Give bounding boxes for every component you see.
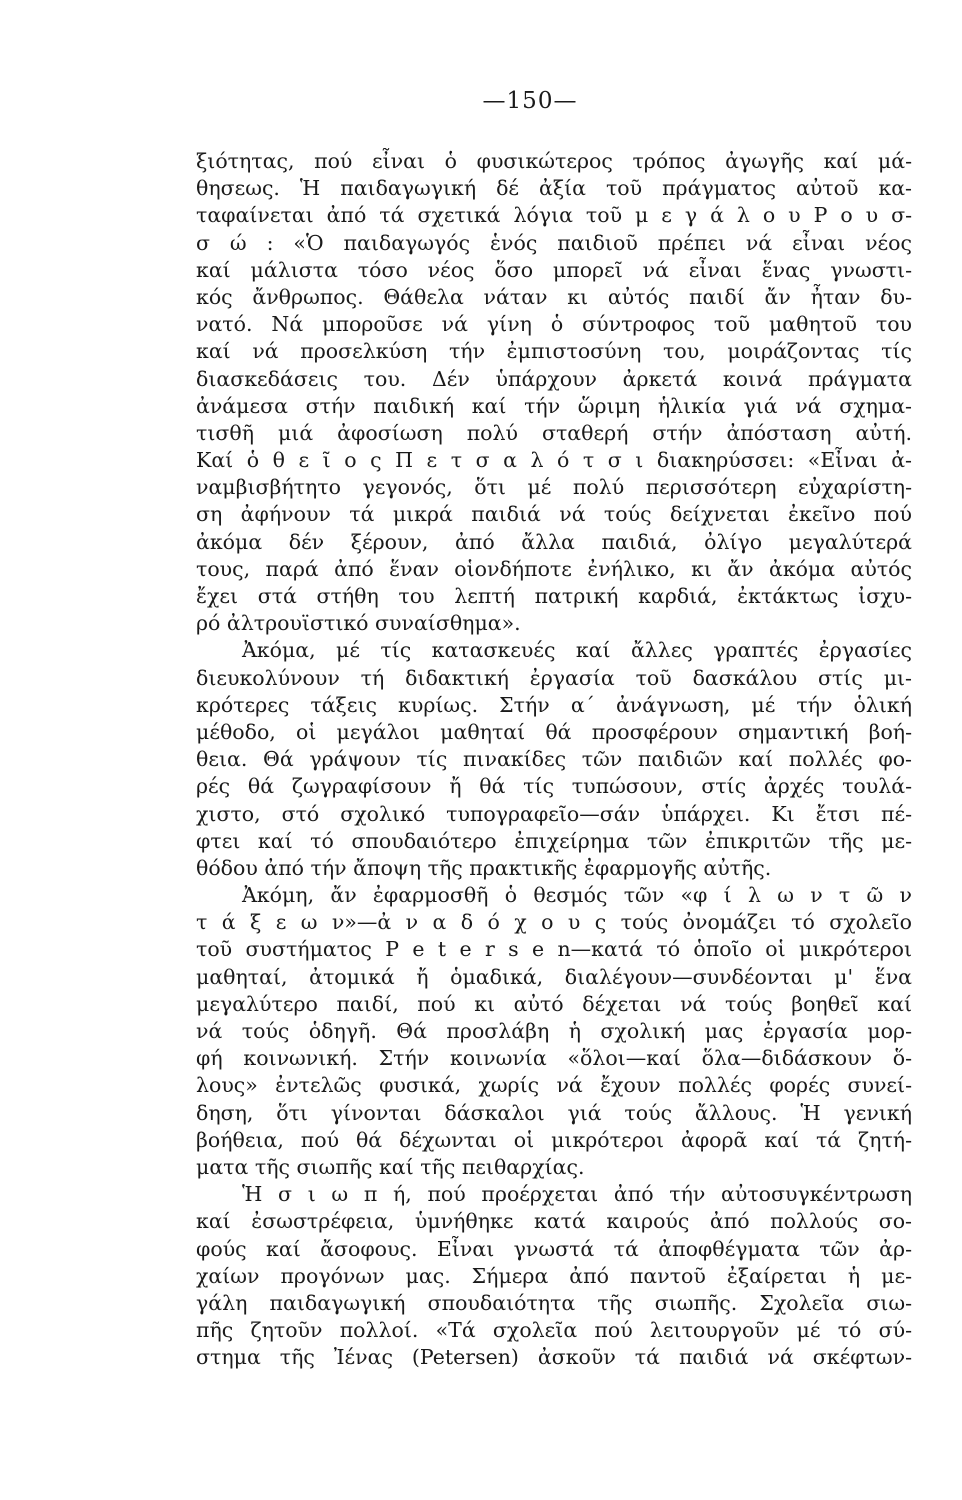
text-line: πῆς ζητοῦν πολλοί. «Τά σχολεῖα πού λειτουργοῦν μέ τό σύ- xyxy=(196,1318,912,1343)
text-line: Καί ὁ θ ε ῖ ο ς Π ε τ σ α λ ό τ σ ι διακηρύσσει: «Εἶναι ἀ- xyxy=(196,448,912,473)
text-line: ναμβισβήτητο γεγονός, ὅτι μέ πολύ περισσότερη εὐχαρίστη- xyxy=(196,475,912,500)
text-line: βοήθεια, πού θά δέχωνται οἱ μικρότεροι ἀφορᾶ καί τά ζητή- xyxy=(196,1127,912,1152)
text-line: καί μάλιστα τόσο νέος ὅσο μπορεῖ νά εἶναι ἕνας γνωστι- xyxy=(196,257,912,282)
text-line: καί νά προσελκύση τήν ἐμπιστοσύνη του, μοιράζοντας τίς xyxy=(196,339,912,364)
text-line: φούς καί ἄσοφους. Εἶναι γνωστά τά ἀποφθέγματα τῶν ἀρ- xyxy=(196,1236,912,1261)
text-line: ρές θά ζωγραφίσουν ἤ θά τίς τυπώσουν, στίς ἀρχές τουλά- xyxy=(196,774,912,799)
text-line: ταφαίνεται ἀπό τά σχετικά λόγια τοῦ μ ε γ ά λ ο υ Ρ ο υ σ- xyxy=(196,203,912,228)
paragraph-start-line: Ἀκόμα, μέ τίς κατασκευές καί ἄλλες γραπτές ἐργασίες xyxy=(242,638,912,663)
text-line: μαθηταί, ἀτομικά ἤ ὁμαδικά, διαλέγουν—συνδέονται μ' ἕνα xyxy=(196,964,912,989)
text-line: στημα τῆς Ἰένας (Petersen) ἀσκοῦν τά παιδιά νά σκέφτων- xyxy=(196,1345,912,1370)
paragraph-start-line: Ἡ σ ι ω π ή, πού προέρχεται ἀπό τήν αὐτοσυγκέντρωση xyxy=(242,1182,912,1207)
text-line: κός ἄνθρωπος. Θάθελα νάταν κι αὐτός παιδί ἄν ἦταν δυ- xyxy=(196,284,912,309)
text-line: δηση, ὅτι γίνονται δάσκαλοι γιά τούς ἄλλους. Ἡ γενική xyxy=(196,1100,912,1125)
text-line: ματα τῆς σιωπῆς καί τῆς πειθαρχίας. xyxy=(196,1154,585,1179)
text-line: ρό ἀλτρουϊστικό συναίσθημα». xyxy=(196,611,521,636)
text-line: κρότερες τάξεις κυρίως. Στήν α΄ ἀνάγνωση, μέ τήν ὁλική xyxy=(196,692,912,717)
text-line: ξιότητας, πού εἶναι ὁ φυσικώτερος τρόπος ἀγωγῆς καί μά- xyxy=(196,149,912,173)
text-line: φή κοινωνική. Στήν κοινωνία «ὅλοι—καί ὅλα—διδάσκουν ὅ- xyxy=(196,1046,912,1071)
text-line: τους, παρά ἀπό ἕναν οἱονδήποτε ἐνήλικο, κι ἄν ἀκόμα αὐτός xyxy=(196,556,912,581)
page-number: —150— xyxy=(482,88,578,114)
text-line: ἀνάμεσα στήν παιδική καί τήν ὥριμη ἡλικία γιά νά σχημα- xyxy=(196,393,912,418)
text-line: ση ἀφήνουν τά μικρά παιδιά νά τούς δείχνεται ἐκεῖνο πού xyxy=(196,502,912,527)
text-line: θόδου ἀπό τήν ἄποψη τῆς πρακτικῆς ἐφαρμογῆς αὐτῆς. xyxy=(196,855,772,880)
text-line: τ ά ξ ε ω ν»—ἀ ν α δ ό χ ο υ ς τούς ὀνομάζει τό σχολεῖο xyxy=(196,910,912,935)
text-line: ἔχει στά στήθη του λεπτή πατρική καρδιά, ἐκτάκτως ἰσχυ- xyxy=(196,584,912,608)
text-line: νατό. Νά μποροῦσε νά γίνη ὁ σύντροφος τοῦ μαθητοῦ του xyxy=(196,312,912,337)
text-line: λους» ἐντελῶς φυσικά, χωρίς νά ἔχουν πολλές φορές συνεί- xyxy=(196,1073,912,1098)
text-line: μεγαλύτερο παιδί, πού κι αὐτό δέχεται νά τούς βοηθεῖ καί xyxy=(196,991,912,1016)
paragraph-start-line: Ἀκόμη, ἄν ἐφαρμοσθῆ ὁ θεσμός τῶν «φ ί λ ω ν τ ῶ ν xyxy=(242,883,912,908)
text-line: φτει καί τό σπουδαιότερο ἐπιχείρημα τῶν ἐπικριτῶν τῆς με- xyxy=(196,828,912,853)
text-line: μέθοδο, οἱ μεγάλοι μαθηταί θά προσφέρουν σημαντική βοή- xyxy=(196,719,912,744)
text-line: διευκολύνουν τή διδακτική ἐργασία τοῦ δασκάλου στίς μι- xyxy=(196,665,912,690)
text-line: σ ώ : «Ὁ παιδαγωγός ἑνός παιδιοῦ πρέπει νά εἶναι νέος xyxy=(196,230,912,255)
text-line: τισθῆ μιά ἀφοσίωση πολύ σταθερή στήν ἀπόσταση αὐτή. xyxy=(196,420,912,445)
text-line: γάλη παιδαγωγική σπουδαιότητα τῆς σιωπῆς. Σχολεῖα σιω- xyxy=(196,1290,912,1315)
text-line: θεια. Θά γράψουν τίς πινακίδες τῶν παιδιῶν καί πολλές φο- xyxy=(196,747,912,772)
text-line: θησεως. Ἡ παιδαγωγική δέ ἀξία τοῦ πράγματος αὐτοῦ κα- xyxy=(196,176,912,201)
text-line: νά τούς ὁδηγῆ. Θά προσλάβη ἡ σχολική μας ἐργασία μορ- xyxy=(196,1019,912,1043)
text-line: καί ἐσωστρέφεια, ὑμνήθηκε κατά καιρούς ἀπό πολλούς σο- xyxy=(196,1209,912,1234)
text-line: χαίων προγόνων μας. Σήμερα ἀπό παντοῦ ἐξαίρεται ἡ με- xyxy=(196,1263,912,1288)
text-line: χιστο, στό σχολικό τυπογραφεῖο—σάν ὑπάρχει. Κι ἔτσι πέ- xyxy=(196,801,912,826)
text-line: τοῦ συστήματος P e t e r s e n—κατά τό ὁποῖο οἱ μικρότεροι xyxy=(196,937,912,962)
text-line: ἀκόμα δέν ξέρουν, ἀπό ἄλλα παιδιά, ὀλίγο μεγαλύτερά xyxy=(196,529,912,554)
body-text xyxy=(196,148,912,1371)
text-line: διασκεδάσεις του. Δέν ὑπάρχουν ἀρκετά κοινά πράγματα xyxy=(196,366,912,391)
